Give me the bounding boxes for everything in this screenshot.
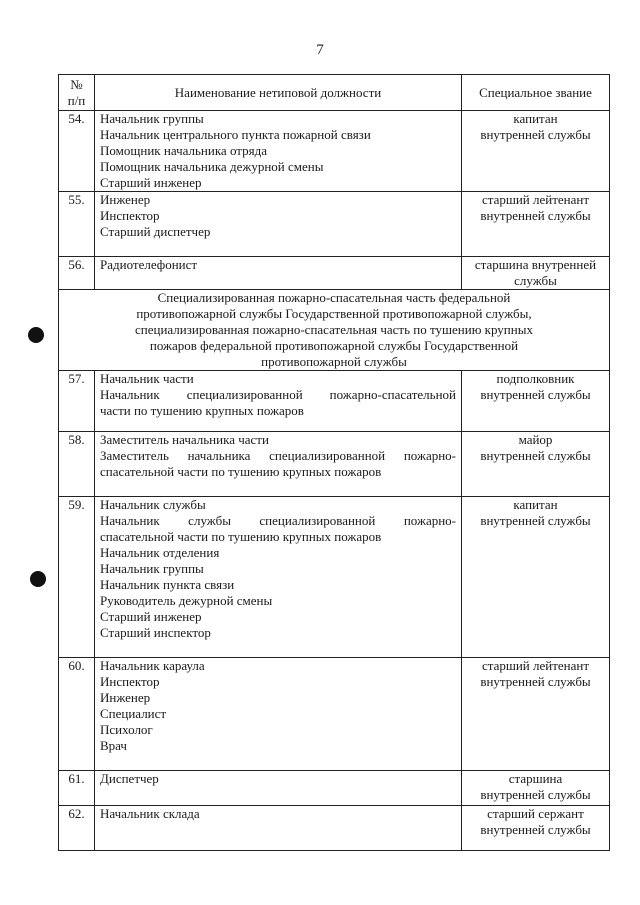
table-row [59, 771, 610, 806]
row-number: 62. [59, 806, 95, 851]
header-rank: Специальное звание [462, 75, 610, 111]
row-number: 60. [59, 658, 95, 771]
position-line: Психолог [100, 722, 153, 737]
table-row [59, 806, 610, 851]
rank-cell [462, 658, 610, 771]
row-number: 55. [59, 192, 95, 257]
rank-line: старший сержант [487, 806, 584, 821]
header-position: Наименование нетиповой должности [95, 75, 462, 111]
position-line: Инспектор [100, 674, 160, 689]
rank-cell [462, 432, 610, 497]
position-line: Инспектор [100, 208, 160, 223]
row-number: 57. [59, 371, 95, 432]
table-row [59, 257, 610, 290]
section-heading-line: пожаров федеральной противопожарной службы Государственной [149, 338, 519, 353]
header-number [59, 75, 95, 111]
rank-line: подполковник [496, 371, 575, 386]
position-line: Начальник службы [100, 497, 206, 512]
position-line: Начальник части [100, 371, 194, 386]
table-header-row [59, 75, 610, 111]
position-line: Специалист [100, 706, 167, 721]
position-list [95, 806, 462, 851]
position-list [95, 497, 462, 658]
rank-line: внутренней службы [480, 513, 591, 528]
position-line: Старший инженер [100, 175, 202, 190]
rank-line: старший лейтенант [481, 192, 590, 207]
header-number-symbol: № [70, 76, 83, 92]
position-line: Инженер [100, 690, 151, 705]
position-list [95, 257, 462, 290]
position-line: Начальник караула [100, 658, 205, 673]
position-line: Помощник начальника дежурной смены [100, 159, 324, 174]
position-line: Начальник группы [100, 561, 204, 576]
rank-cell [462, 806, 610, 851]
position-list [95, 432, 462, 497]
row-number: 59. [59, 497, 95, 658]
position-line: Врач [100, 738, 127, 753]
row-number: 54. [59, 111, 95, 192]
section-heading-row [59, 290, 610, 371]
rank-line: внутренней службы [480, 387, 591, 402]
punch-hole-mark [28, 327, 44, 343]
rank-line: старшина внутренней [474, 257, 597, 272]
page-number: 7 [316, 42, 324, 58]
punch-hole-mark [30, 571, 46, 587]
position-line: Помощник начальника отряда [100, 143, 267, 158]
position-line: Руководитель дежурной смены [100, 593, 273, 608]
position-line: Старший диспетчер [100, 224, 211, 239]
position-line: Начальник группы [100, 111, 204, 126]
position-list [95, 371, 462, 432]
position-line: Старший инспектор [100, 625, 211, 640]
position-line: Начальник службы специализированной пожарно- [100, 513, 456, 528]
rank-line: майор [518, 432, 553, 447]
rank-line: внутренней службы [480, 674, 591, 689]
row-number: 58. [59, 432, 95, 497]
table-row [59, 371, 610, 432]
rank-cell [462, 111, 610, 192]
rank-line: внутренней службы [480, 822, 591, 837]
section-heading-line: специализированная пожарно-спасательная часть по тушению крупных [135, 322, 533, 337]
header-number-abbr: п/п [67, 92, 86, 108]
position-list [95, 192, 462, 257]
table-row [59, 432, 610, 497]
position-line: Начальник специализированной пожарно-спасательной [100, 387, 456, 402]
position-line: Заместитель начальника специализированной пожарно- [100, 448, 456, 463]
rank-cell [462, 371, 610, 432]
positions-table [58, 74, 610, 851]
table-row [59, 111, 610, 192]
rank-cell [462, 192, 610, 257]
position-list [95, 111, 462, 192]
position-list [95, 658, 462, 771]
section-heading [59, 290, 610, 371]
rank-cell [462, 771, 610, 806]
rank-line: капитан [513, 111, 558, 126]
rank-line: внутренней службы [480, 448, 591, 463]
position-line: Радиотелефонист [100, 257, 198, 272]
position-line: Диспетчер [100, 771, 159, 786]
table-row [59, 497, 610, 658]
position-line: Начальник склада [100, 806, 200, 821]
position-line: спасательной части по тушению крупных пожаров [100, 464, 382, 479]
rank-line: службы [514, 273, 557, 288]
rank-cell [462, 497, 610, 658]
section-heading-line: противопожарной службы [261, 354, 407, 369]
rank-line: внутренней службы [480, 787, 591, 802]
rank-cell [462, 257, 610, 290]
row-number: 56. [59, 257, 95, 290]
rank-line: старший лейтенант [481, 658, 590, 673]
position-line: Начальник центрального пункта пожарной связи [100, 127, 371, 142]
position-list [95, 771, 462, 806]
rank-line: старшина [508, 771, 563, 786]
position-line: Начальник пункта связи [100, 577, 235, 592]
row-number: 61. [59, 771, 95, 806]
rank-line: внутренней службы [480, 208, 591, 223]
rank-line: капитан [513, 497, 558, 512]
rank-line: внутренней службы [480, 127, 591, 142]
section-heading-line: противопожарной службы Государственной противопожарной службы, [136, 306, 532, 321]
position-line: части по тушению крупных пожаров [100, 403, 304, 418]
table-row [59, 192, 610, 257]
position-line: Старший инженер [100, 609, 202, 624]
position-line: Заместитель начальника части [100, 432, 269, 447]
section-heading-line: Специализированная пожарно-спасательная часть федеральной [157, 290, 511, 305]
position-line: Инженер [100, 192, 151, 207]
position-line: спасательной части по тушению крупных пожаров [100, 529, 382, 544]
table-row [59, 658, 610, 771]
position-line: Начальник отделения [100, 545, 220, 560]
